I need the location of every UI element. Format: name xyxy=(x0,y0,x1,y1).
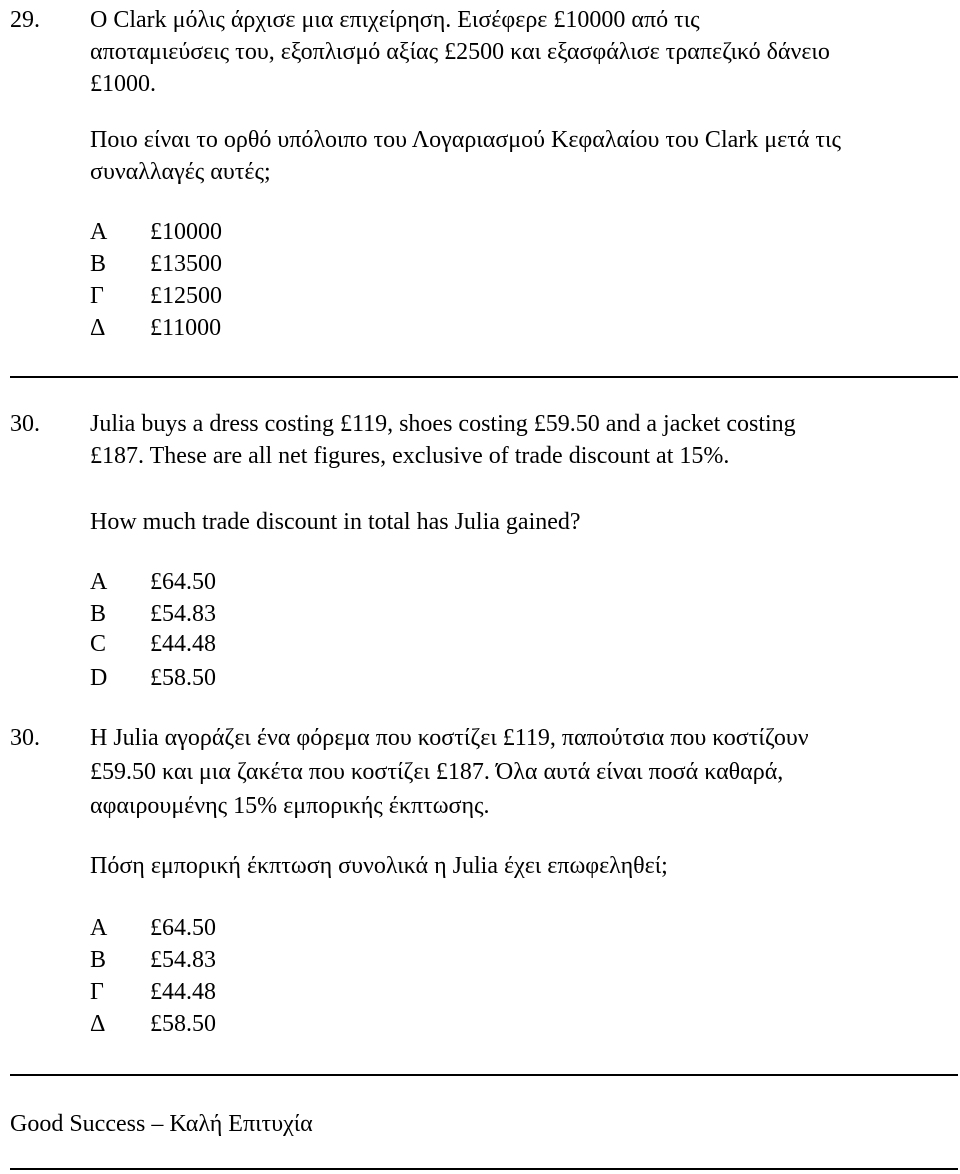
option-value: £58.50 xyxy=(150,665,216,691)
answer-option xyxy=(90,662,216,694)
question-text-line: αφαιρουμένης 15% εμπορικής έκπτωσης. xyxy=(90,793,490,819)
section-divider xyxy=(10,1168,958,1170)
answer-option xyxy=(90,628,216,660)
section-divider xyxy=(10,1074,958,1076)
section-divider xyxy=(10,376,958,378)
question-number: 30. xyxy=(10,725,40,751)
option-letter: Δ xyxy=(90,1011,106,1037)
answer-option xyxy=(90,1008,216,1040)
option-letter: Δ xyxy=(90,315,106,341)
question-number: 29. xyxy=(10,7,40,33)
option-value: £54.83 xyxy=(150,601,216,627)
option-value: £64.50 xyxy=(150,569,216,595)
question-prompt-line: How much trade discount in total has Julia gained? xyxy=(90,509,581,535)
question-prompt-line: συναλλαγές αυτές; xyxy=(90,159,271,185)
question-text-line: Ο Clark μόλις άρχισε μια επιχείρηση. Εισέφερε £10000 από τις xyxy=(90,7,700,33)
option-letter: Α xyxy=(90,219,108,245)
question-text-line: αποταμιεύσεις του, εξοπλισμό αξίας £2500 και εξασφάλισε τραπεζικό δάνειο xyxy=(90,39,830,65)
option-letter: Β xyxy=(90,251,107,277)
option-letter: Β xyxy=(90,947,107,973)
question-prompt-line: Πόση εμπορική έκπτωση συνολικά η Julia έχει επωφεληθεί; xyxy=(90,853,668,879)
answer-option xyxy=(90,598,216,630)
question-text-line: Julia buys a dress costing £119, shoes costing £59.50 and a jacket costing xyxy=(90,411,796,437)
answer-option xyxy=(90,216,222,248)
option-value: £64.50 xyxy=(150,915,216,941)
option-letter: D xyxy=(90,665,108,691)
answer-option xyxy=(90,248,222,280)
answer-option xyxy=(90,280,222,312)
question-text-line: Η Julia αγοράζει ένα φόρεμα που κοστίζει £119, παπούτσια που κοστίζουν xyxy=(90,725,809,751)
option-value: £12500 xyxy=(150,283,222,309)
question-text-line: £59.50 και μια ζακέτα που κοστίζει £187. Όλα αυτά είναι ποσά καθαρά, xyxy=(90,759,784,785)
answer-option xyxy=(90,312,221,344)
option-value: £44.48 xyxy=(150,631,216,657)
option-letter: Γ xyxy=(90,979,104,1005)
option-value: £44.48 xyxy=(150,979,216,1005)
option-letter: C xyxy=(90,631,107,657)
answer-option xyxy=(90,976,216,1008)
question-text-line: £1000. xyxy=(90,71,156,97)
option-value: £11000 xyxy=(150,315,222,341)
option-letter: B xyxy=(90,601,107,627)
footer-text: Good Success – Καλή Επιτυχία xyxy=(10,1111,313,1137)
question-number: 30. xyxy=(10,411,40,437)
question-prompt-line: Ποιο είναι το ορθό υπόλοιπο του Λογαριασμού Κεφαλαίου του Clark μετά τις xyxy=(90,127,842,153)
answer-option xyxy=(90,912,216,944)
option-letter: Α xyxy=(90,915,108,941)
option-value: £54.83 xyxy=(150,947,216,973)
answer-option xyxy=(90,944,216,976)
option-value: £58.50 xyxy=(150,1011,216,1037)
option-letter: Γ xyxy=(90,283,104,309)
option-letter: A xyxy=(90,569,108,595)
question-text-line: £187. These are all net figures, exclusive of trade discount at 15%. xyxy=(90,443,730,469)
answer-option xyxy=(90,566,216,598)
option-value: £10000 xyxy=(150,219,222,245)
option-value: £13500 xyxy=(150,251,222,277)
